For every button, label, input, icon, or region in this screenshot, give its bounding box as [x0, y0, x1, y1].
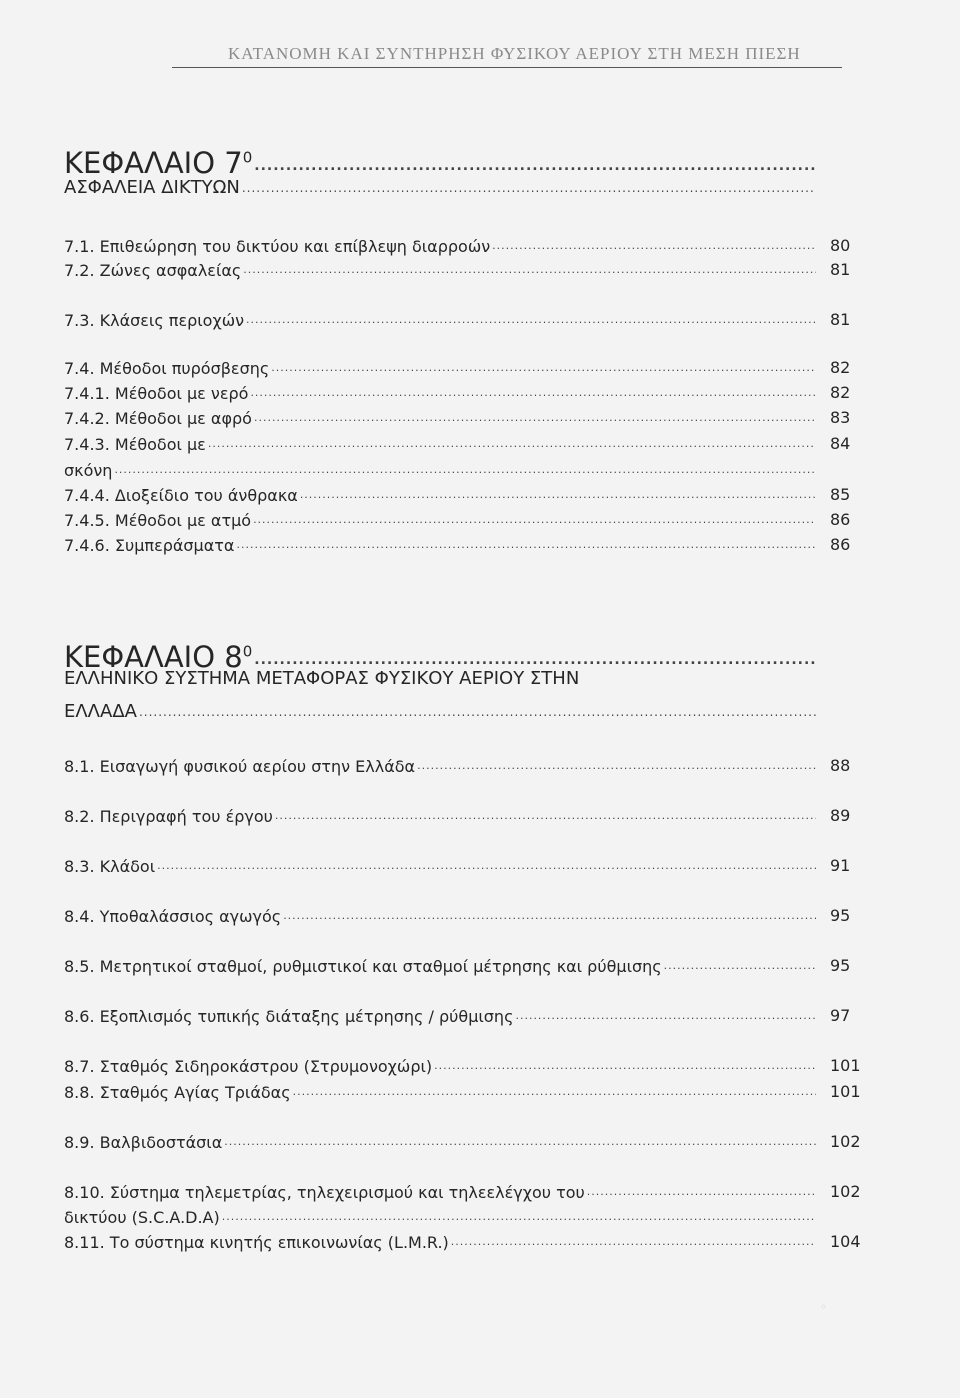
toc-entry-label: δικτύου (S.C.A.D.A) — [64, 1208, 220, 1227]
toc-entry — [64, 430, 816, 454]
toc-entry-label: 8.4. Υποθαλάσσιος αγωγός — [64, 907, 282, 926]
toc-entry-label: 8.8. Σταθμός Αγίας Τριάδας — [64, 1083, 291, 1102]
chapter-8-sup: 0 — [242, 642, 253, 661]
leader-dots — [243, 260, 816, 280]
toc-page-number: 80 — [830, 236, 851, 255]
leader-dots — [587, 1182, 816, 1202]
leader-dots — [293, 1082, 816, 1102]
toc-entry-label: 7.4.6. Συμπεράσματα — [64, 536, 235, 555]
toc-entry — [64, 456, 816, 480]
toc-entry — [64, 1128, 816, 1152]
toc-page-number: 101 — [830, 1082, 861, 1101]
toc-page-number: 91 — [830, 856, 851, 875]
leader-dots — [254, 408, 816, 428]
toc-entry — [64, 1178, 816, 1202]
leader-dots — [417, 756, 816, 776]
toc-entry — [64, 256, 816, 280]
running-head: ΚΑΤΑΝΟΜΗ ΚΑΙ ΣΥΝΤΗΡΗΣΗ ΦΥΣΙΚΟΥ ΑΕΡΙΟΥ ΣΤΗ ΜΕΣΗ ΠΙΕΣΗ — [228, 44, 801, 63]
leader-dots — [242, 178, 816, 198]
toc-entry-label: σκόνη — [64, 461, 113, 480]
toc-entry — [64, 354, 816, 378]
leader-dots — [283, 906, 816, 926]
toc-entry-label: 8.10. Σύστημα τηλεμετρίας, τηλεχειρισμού και τηλεελέγχου του — [64, 1183, 585, 1202]
toc-entry — [64, 852, 816, 876]
leader-dots — [451, 1232, 816, 1252]
leader-dots — [224, 1132, 816, 1152]
toc-entry-label: 7.4.2. Μέθοδοι με αφρό — [64, 409, 252, 428]
chapter-7-label: ΚΕΦΑΛΑΙΟ 7 — [64, 146, 243, 180]
leader-dots — [157, 856, 816, 876]
toc-entry-label: 7.4.5. Μέθοδοι με ατμό — [64, 511, 252, 530]
toc-page-number: 81 — [830, 260, 851, 279]
toc-page-number: 82 — [830, 383, 851, 402]
toc-page-number: 102 — [830, 1182, 861, 1201]
toc-entry-label: 8.7. Σταθμός Σιδηροκάστρου (Στρυμονοχώρι) — [64, 1057, 433, 1076]
running-head-rule — [172, 67, 842, 68]
leader-dots — [515, 1006, 816, 1026]
toc-page-number: 97 — [830, 1006, 851, 1025]
leader-dots — [236, 535, 816, 555]
leader-dots — [492, 236, 816, 256]
leader-dots — [300, 485, 816, 505]
chapter-7-subtitle — [64, 174, 816, 198]
toc-entry — [64, 306, 816, 330]
toc-entry-label: 7.4.3. Μέθοδοι με — [64, 435, 206, 454]
toc-entry-label: 7.3. Κλάσεις περιοχών — [64, 311, 245, 330]
chapter-8-subtitle-line2-text: ΕΛΛΑΔΑ — [64, 701, 137, 722]
toc-page-number: 101 — [830, 1056, 861, 1075]
toc-page-number: 83 — [830, 408, 851, 427]
toc-page-number: 95 — [830, 906, 851, 925]
toc-entry-label: 8.5. Μετρητικοί σταθμοί, ρυθμιστικοί και σταθμοί μέτρησης και ρύθμισης — [64, 957, 662, 976]
leader-dots — [664, 956, 816, 976]
toc-entry-label: 8.6. Εξοπλισμός τυπικής διάταξης μέτρησης / ρύθμισης — [64, 1007, 514, 1026]
toc-entry — [64, 752, 816, 776]
toc-entry — [64, 481, 816, 505]
toc-entry-label: 7.2. Ζώνες ασφαλείας — [64, 261, 242, 280]
leader-dots — [222, 1207, 816, 1227]
toc-page-number: 84 — [830, 434, 851, 453]
leader-dots — [139, 702, 816, 722]
toc-entry — [64, 1203, 816, 1227]
toc-entry — [64, 1002, 816, 1026]
toc-page-number: 86 — [830, 535, 851, 554]
toc-entry — [64, 902, 816, 926]
toc-entry — [64, 952, 816, 976]
leader-dots — [434, 1056, 816, 1076]
toc-entry — [64, 232, 816, 256]
toc-entry — [64, 1052, 816, 1076]
toc-entry — [64, 379, 816, 403]
leader-dots — [250, 383, 816, 403]
leader-dots — [114, 460, 816, 480]
chapter-8-subtitle-line1: ΕΛΛΗΝΙΚΟ ΣΥΣΤΗΜΑ ΜΕΤΑΦΟΡΑΣ ΦΥΣΙΚΟΥ ΑΕΡΙΟΥ ΣΤΗΝ — [64, 668, 580, 689]
toc-page-number: 85 — [830, 485, 851, 504]
toc-page-number: 102 — [830, 1132, 861, 1151]
chapter-7-sup: 0 — [242, 148, 253, 167]
toc-entry-label: 8.9. Βαλβιδοστάσια — [64, 1133, 223, 1152]
toc-entry-label: 7.4.4. Διοξείδιο του άνθρακα — [64, 486, 298, 505]
leader-dots — [246, 310, 816, 330]
toc-page-number: 86 — [830, 510, 851, 529]
leader-dots — [253, 510, 816, 530]
toc-entry — [64, 802, 816, 826]
toc-page-number: 89 — [830, 806, 851, 825]
toc-entry-label: 8.3. Κλάδοι — [64, 857, 156, 876]
toc-entry — [64, 1078, 816, 1102]
leader-dots — [275, 806, 816, 826]
toc-entry-label: 8.1. Εισαγωγή φυσικού αερίου στην Ελλάδα — [64, 757, 416, 776]
toc-entry — [64, 404, 816, 428]
chapter-8-subtitle-line2 — [64, 698, 816, 722]
chapter-8-label: ΚΕΦΑΛΑΙΟ 8 — [64, 640, 243, 674]
toc-entry — [64, 531, 816, 555]
toc-entry — [64, 506, 816, 530]
toc-page-number: 88 — [830, 756, 851, 775]
toc-page-number: 82 — [830, 358, 851, 377]
toc-page-number: 95 — [830, 956, 851, 975]
toc-page-number: 81 — [830, 310, 851, 329]
toc-entry — [64, 1228, 816, 1252]
toc-page-number: 104 — [830, 1232, 861, 1251]
toc-entry-label: 8.2. Περιγραφή του έργου — [64, 807, 273, 826]
toc-entry-label: 7.1. Επιθεώρηση του δικτύου και επίβλεψη διαρροών — [64, 237, 491, 256]
toc-entry-label: 7.4.1. Μέθοδοι με νερό — [64, 384, 249, 403]
leader-dots — [208, 434, 816, 454]
page-corner-mark: ◦ — [820, 1300, 828, 1314]
chapter-7-subtitle-text: ΑΣΦΑΛΕΙΑ ΔΙΚΤΥΩΝ — [64, 177, 240, 198]
toc-entry-label: 8.11. Το σύστημα κινητής επικοινωνίας (L.M.R.) — [64, 1233, 449, 1252]
toc-entry-label: 7.4. Μέθοδοι πυρόσβεσης — [64, 359, 270, 378]
leader-dots — [271, 358, 816, 378]
